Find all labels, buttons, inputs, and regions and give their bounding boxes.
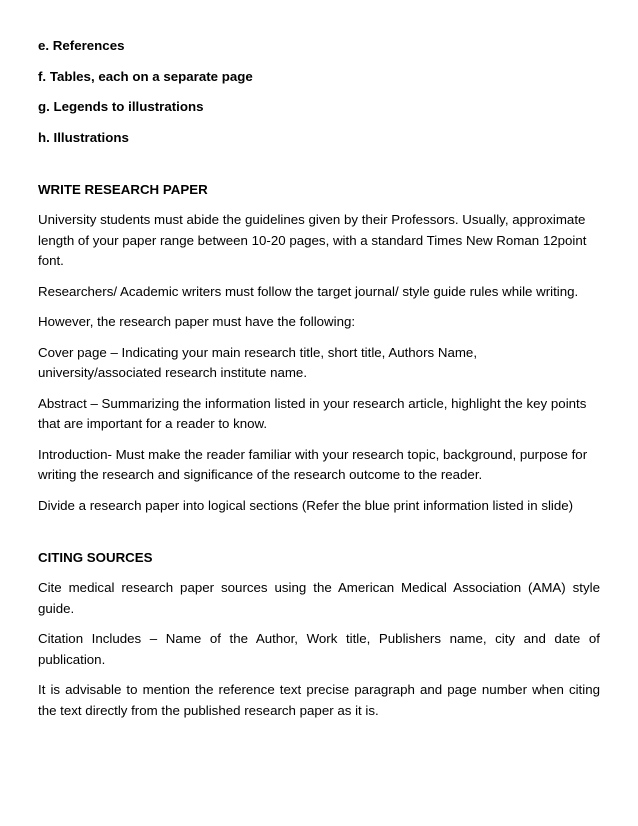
paragraph: Cite medical research paper sources using the American Medical Association (AMA) style guide. [38,580,600,616]
citing-sources-section [38,548,600,721]
paragraph: However, the research paper must have the following: [38,314,356,329]
section-heading: WRITE RESEARCH PAPER [38,182,208,197]
paragraph: It is advisable to mention the reference text precise paragraph and page number when citing the text directly from the published research paper as it is. [38,682,600,718]
list-item: h. Illustrations [38,129,129,145]
paragraph: Abstract – Summarizing the information listed in your research article, highlight the key points that are important for a reader to know. [38,395,587,431]
paragraph: University students must abide the guidelines given by their Professors. Usually, approximate length of your paper range between 10-20 pages, with a standard Times New Roman 12point font. [38,212,587,268]
paragraph: Citation Includes – Name of the Author, Work title, Publishers name, city and date of publication. [38,631,600,667]
list-item: g. Legends to illustrations [38,99,204,114]
requirements-list [38,36,600,147]
list-item: e. References [38,38,125,53]
list-item: f. Tables, each on a separate page [38,68,253,84]
paragraph: Cover page – Indicating your main research title, short title, Authors Name, university/associated research institute name. [38,344,478,380]
paragraph: Researchers/ Academic writers must follow the target journal/ style guide rules while writing. [38,283,579,299]
write-research-paper-section [38,180,600,516]
document-page [38,36,600,731]
section-heading: CITING SOURCES [38,550,153,565]
paragraph: Introduction- Must make the reader familiar with your research topic, background, purpose for writing the research and significance of the research outcome to the reader. [38,446,588,482]
paragraph: Divide a research paper into logical sections (Refer the blue print information listed in slide) [38,497,574,513]
